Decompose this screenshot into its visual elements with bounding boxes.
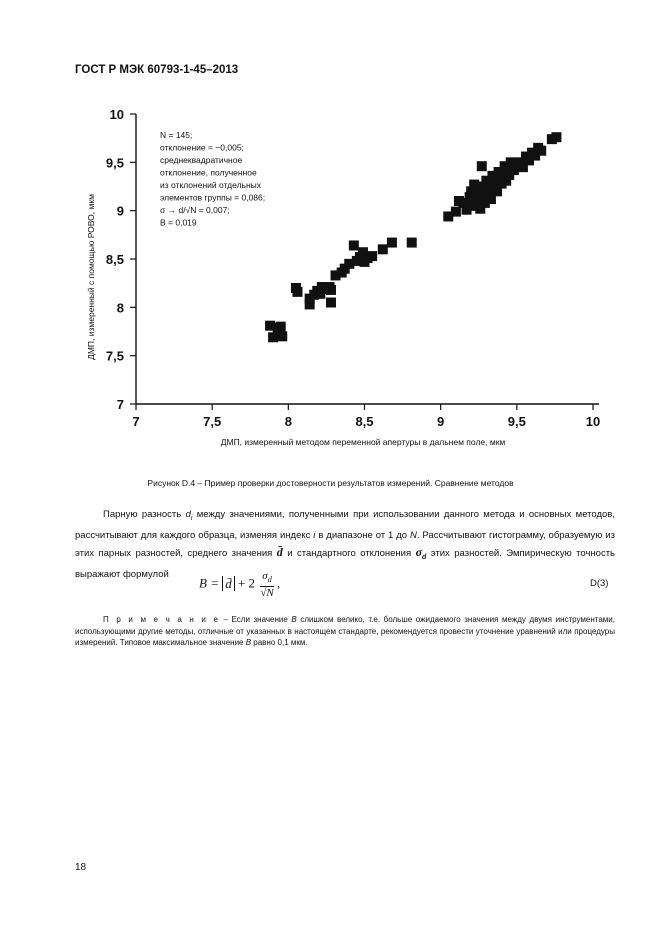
y-tick-label: 8 bbox=[116, 300, 124, 316]
para-text: Парную разность bbox=[103, 509, 186, 520]
x-tick-label: 10 bbox=[585, 414, 601, 429]
formula-abs-d: d̄ bbox=[222, 576, 235, 591]
data-point bbox=[292, 287, 302, 297]
formula-plus: + 2 bbox=[237, 575, 256, 591]
x-tick-label: 8 bbox=[284, 414, 292, 429]
figure-caption: Рисунок D.4 – Пример проверки достоверности результатов измерений. Сравнение методов bbox=[147, 478, 514, 488]
note-var-b: B bbox=[291, 615, 297, 624]
var-sigma: σ bbox=[415, 544, 423, 559]
y-tick-label: 9 bbox=[116, 203, 124, 219]
data-point bbox=[268, 332, 278, 342]
var-d: d bbox=[185, 509, 191, 520]
x-axis-label: ДМП, измеренный методом переменной апертуры в дальнем поле, мкм bbox=[220, 437, 506, 447]
annotation-line: из отклонений отдельных bbox=[160, 180, 262, 190]
data-point bbox=[326, 285, 336, 295]
formula-numerator: $\sigma_d$ bbox=[260, 570, 273, 587]
data-point bbox=[378, 244, 388, 254]
data-point bbox=[536, 146, 546, 156]
para-text: и стандартного отклонения bbox=[282, 547, 416, 559]
data-point bbox=[367, 251, 377, 261]
data-point bbox=[451, 207, 461, 217]
chart-annotation bbox=[160, 130, 265, 228]
var-dbar: d̄ bbox=[276, 544, 283, 559]
formula-fraction bbox=[260, 570, 273, 599]
annotation-line: среднеквадратичное bbox=[160, 155, 243, 165]
y-tick-label: 10 bbox=[109, 107, 124, 122]
var-sigma-sub: d bbox=[422, 553, 427, 561]
data-point bbox=[387, 238, 397, 248]
chart-svg bbox=[78, 100, 613, 460]
x-tick-label: 9 bbox=[437, 414, 445, 429]
para-text: . Рассчитывают гистограмму, образуемую из этих парных разностей, среднего значения bbox=[75, 529, 615, 559]
scatter-chart bbox=[78, 100, 613, 460]
x-tick-label: 9,5 bbox=[507, 414, 526, 429]
para-text: этих разностей. Эмпирическую точность выражают формулой bbox=[75, 547, 615, 580]
data-point bbox=[551, 132, 561, 142]
data-point bbox=[277, 331, 287, 341]
data-point bbox=[326, 298, 336, 308]
var-n: N bbox=[409, 529, 417, 541]
annotation-line: B = 0,019 bbox=[160, 217, 197, 228]
var-i: i bbox=[313, 529, 316, 541]
formula-tail: , bbox=[276, 575, 281, 591]
annotation-line: σ → d/√N = 0,007; bbox=[160, 205, 230, 215]
x-tick-label: 7,5 bbox=[203, 414, 222, 429]
para-text: в диапазоне от 1 до bbox=[315, 529, 410, 541]
note-text: слишком велико, т.е. больше ожидаемого значения между двумя инструментами, использующими другие методы, отличные от указанных в настоящем стандарте, рекомендуется провести уточнение уравнений или процедуры измерений. Типовое максимальное значение bbox=[75, 615, 616, 647]
y-axis-label: ДМП, измеренный с помощью РОВО, мкм bbox=[86, 194, 96, 360]
page-number: 18 bbox=[75, 862, 87, 873]
note-var-b: B bbox=[245, 638, 252, 647]
chart-points bbox=[265, 132, 561, 342]
formula-lhs: B = bbox=[199, 575, 219, 591]
note-label: П р и м е ч а н и е bbox=[103, 615, 220, 624]
y-tick-label: 9,5 bbox=[105, 155, 124, 171]
annotation-line: N = 145; bbox=[160, 130, 193, 140]
data-point bbox=[407, 238, 417, 248]
body-paragraph bbox=[75, 506, 615, 583]
document-header: ГОСТ Р МЭК 60793-1-45–2013 bbox=[75, 64, 239, 76]
formula-denominator: √N bbox=[260, 587, 274, 600]
annotation-line: отклонение, полученное bbox=[160, 167, 257, 178]
note-paragraph bbox=[75, 614, 615, 649]
y-tick-label: 7,5 bbox=[105, 348, 124, 364]
annotation-line: отклонение = −0,005; bbox=[160, 142, 244, 153]
note-text: равно 0,1 мкм. bbox=[251, 638, 308, 647]
equation-number: D(3) bbox=[590, 578, 609, 589]
para-text: между значениями, полученными при использовании данного метода и основных методов, рассчитывают для каждого образца, изменяя индекс bbox=[75, 509, 615, 541]
x-tick-label: 7 bbox=[132, 414, 140, 429]
y-tick-label: 8,5 bbox=[105, 252, 124, 267]
data-point bbox=[349, 240, 359, 250]
note-text: – Если значение bbox=[219, 615, 292, 624]
x-tick-label: 8,5 bbox=[355, 414, 374, 429]
data-point bbox=[276, 322, 286, 332]
var-i-sub: i bbox=[190, 514, 193, 522]
formula bbox=[199, 570, 280, 599]
annotation-line: элементов группы = 0,086; bbox=[160, 192, 266, 203]
y-tick-label: 7 bbox=[116, 397, 124, 412]
data-point bbox=[477, 161, 487, 171]
